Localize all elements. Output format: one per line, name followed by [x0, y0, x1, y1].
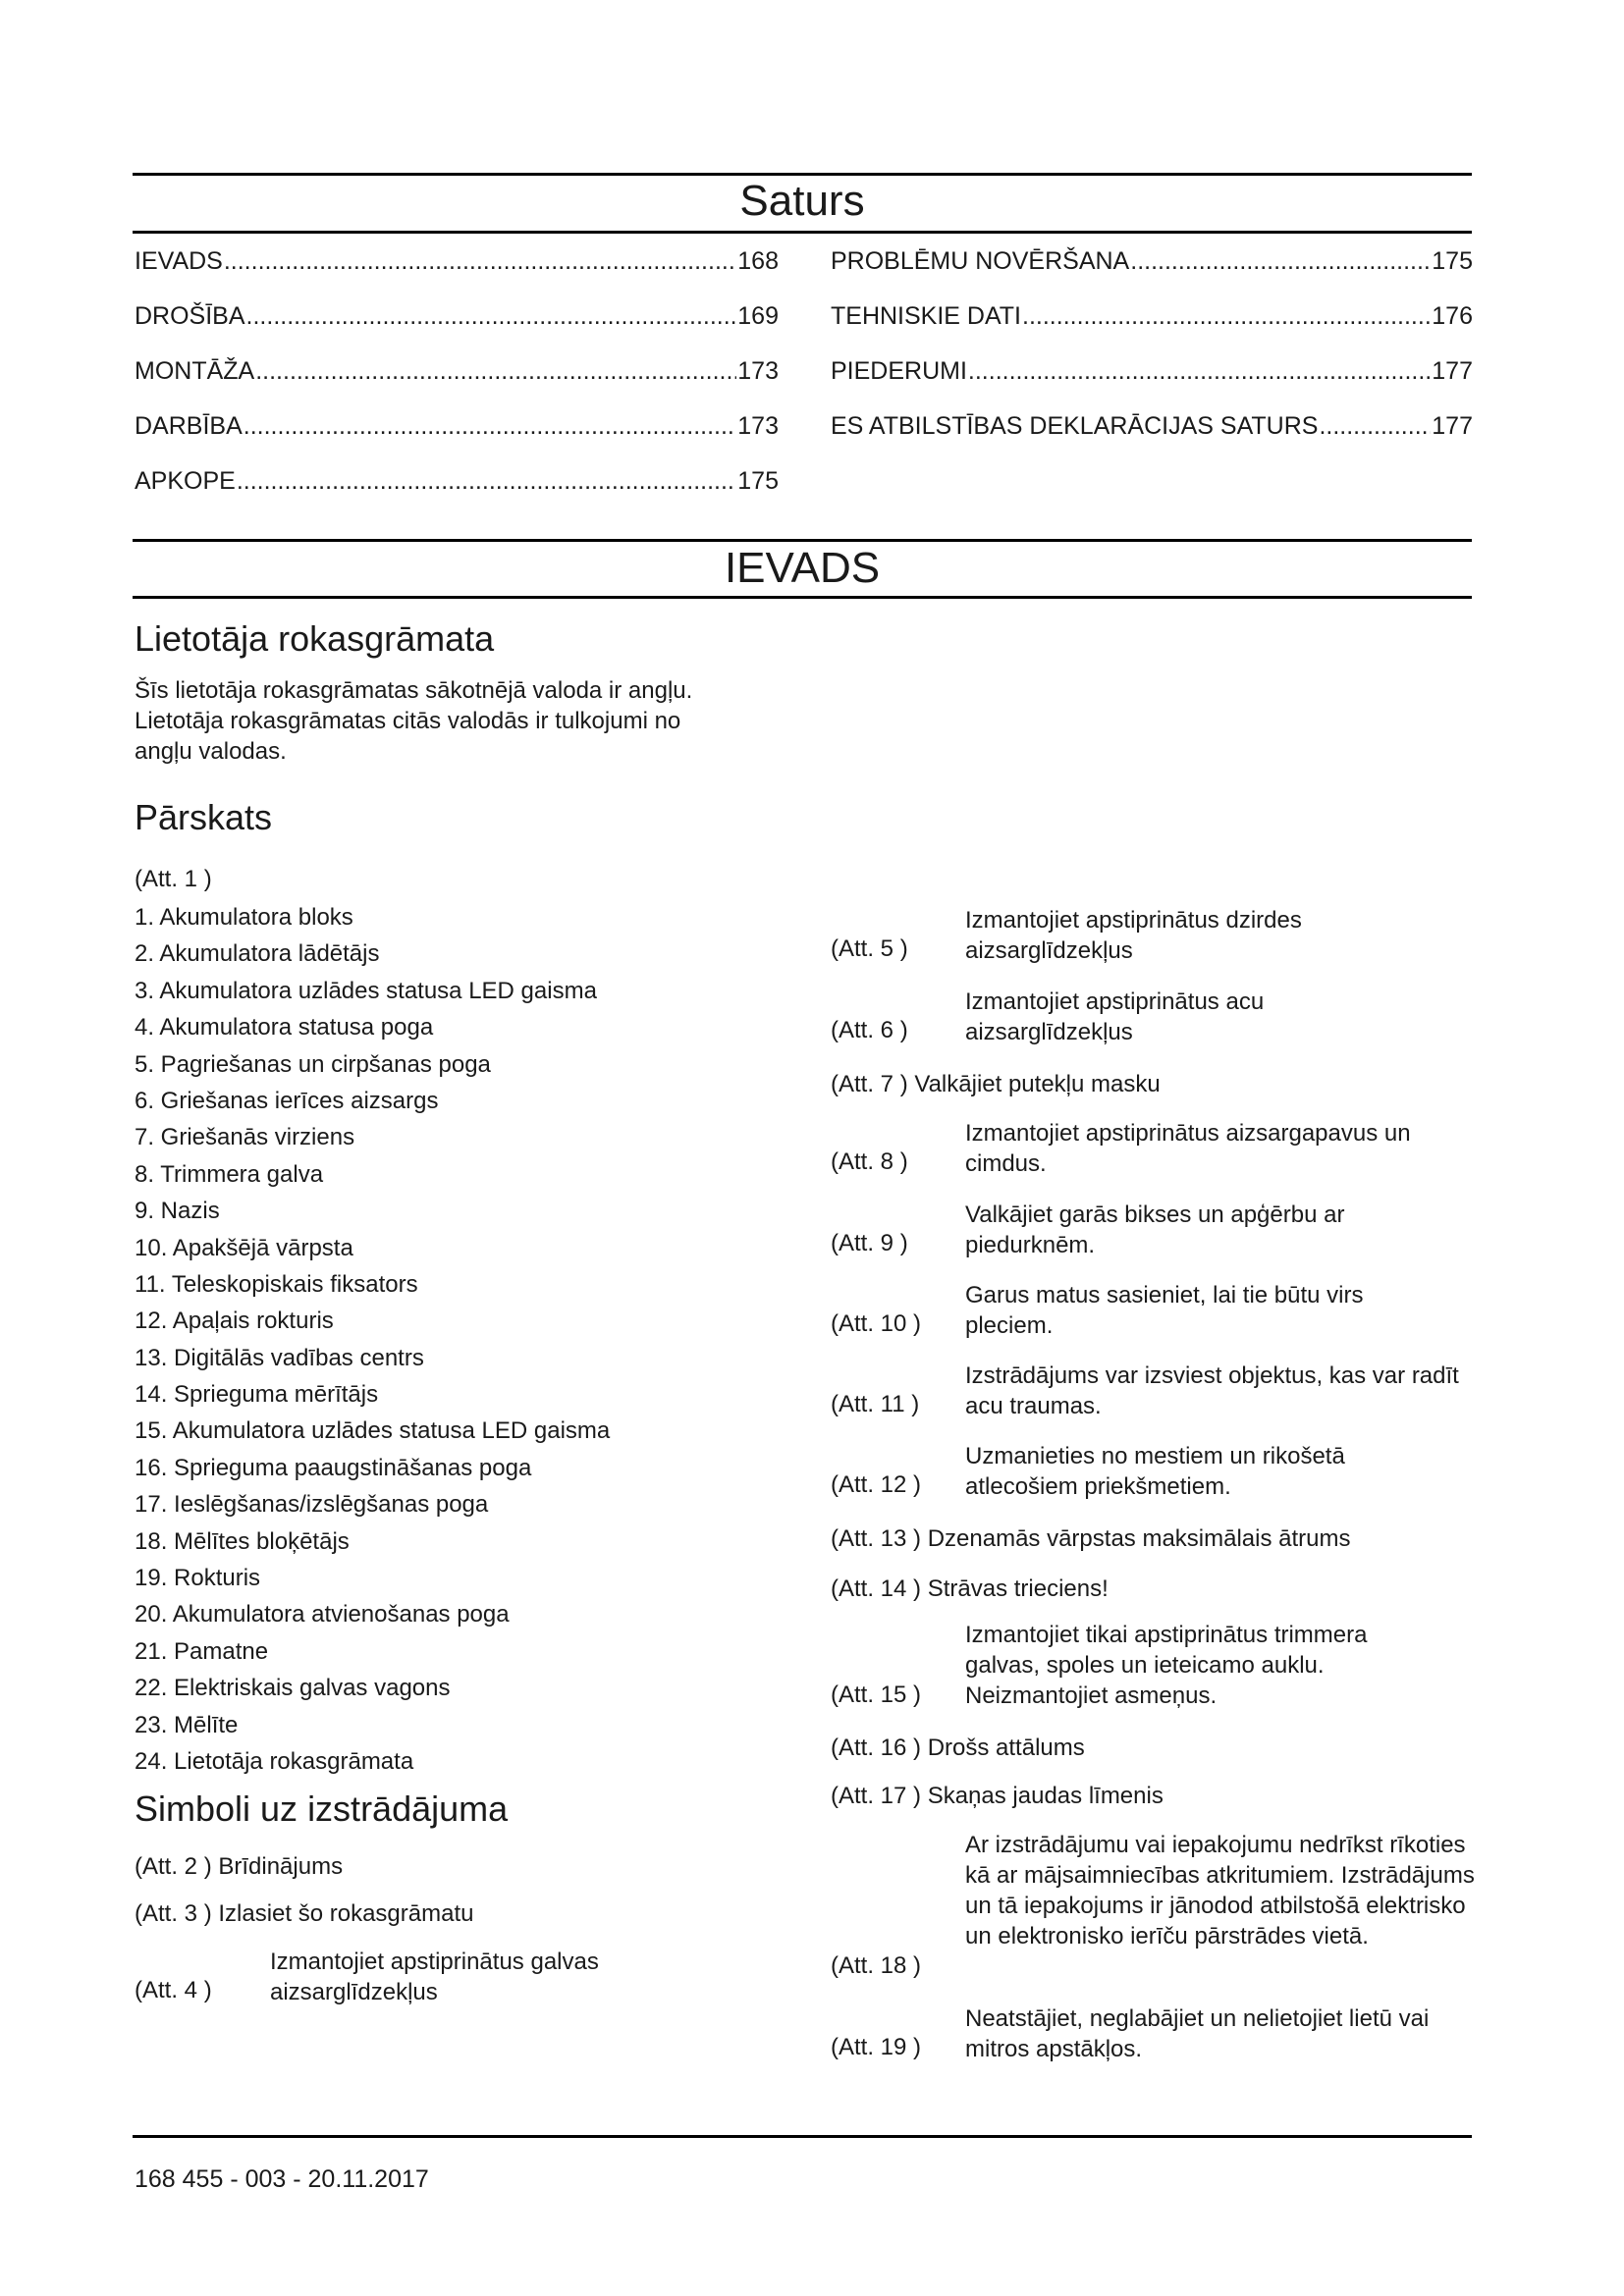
symbol-entry: [135, 1898, 802, 1929]
symbol-text: Izlasiet šo rokasgrāmatu: [218, 1900, 474, 1927]
overview-item: 24. Lietotāja rokasgrāmata: [135, 1747, 414, 1775]
symbol-text: Garus matus sasieniet, lai tie būtu virs pleciem.: [965, 1282, 1364, 1339]
symbol-label: (Att. 9 ): [831, 1230, 908, 1256]
symbol-text: Drošs attālums: [927, 1735, 1085, 1761]
symbol-entry: [135, 1947, 802, 2015]
toc-dot-leader: [224, 247, 736, 276]
overview-item: 22. Elektriskais galvas vagons: [135, 1675, 451, 1702]
symbol-label: (Att. 19 ): [831, 2034, 922, 2060]
overview-item: 8. Trimmera galva: [135, 1160, 324, 1188]
toc-entry-title: DARBĪBA: [135, 412, 243, 440]
overview-item: 21. Pamatne: [135, 1637, 269, 1665]
overview-item: 11. Teleskopiskais fiksators: [135, 1270, 418, 1298]
overview-item: 10. Apakšējā vārpsta: [135, 1234, 353, 1261]
toc-entry-title: PROBLĒMU NOVĒRŠANA: [831, 247, 1130, 275]
symbol-label: (Att. 4 ): [135, 1977, 212, 2003]
overview-item: 1. Akumulatora bloks: [135, 904, 353, 931]
symbol-label: (Att. 8 ): [831, 1148, 908, 1175]
symbols-heading: Simboli uz izstrādājuma: [135, 1789, 509, 1829]
intro-bottom-rule: [133, 596, 1472, 599]
toc-dot-leader: [1319, 412, 1431, 441]
overview-item: 18. Mēlītes bloķētājs: [135, 1527, 350, 1555]
symbol-label: (Att. 6 ): [831, 1017, 908, 1043]
toc-entry-page: 177: [1432, 357, 1473, 385]
toc-entry-title: DROŠĪBA: [135, 302, 245, 330]
overview-item: 7. Griešanās virziens: [135, 1124, 355, 1151]
toc-entry-title: TEHNISKIE DATI: [831, 302, 1022, 330]
symbol-entry: [831, 1280, 1498, 1343]
overview-item: 15. Akumulatora uzlādes statusa LED gaisma: [135, 1417, 611, 1445]
toc-entry-title: APKOPE: [135, 467, 236, 495]
toc-entry-page: 169: [737, 302, 779, 330]
toc-entry[interactable]: [831, 412, 1473, 467]
contents-bottom-rule: [133, 231, 1472, 234]
toc-right-column: [831, 247, 1473, 467]
footer-page-info: 168 455 - 003 - 20.11.2017: [135, 2165, 429, 2193]
intro-title: IEVADS: [724, 544, 881, 592]
symbol-label: (Att. 16 ): [831, 1735, 922, 1761]
symbol-entry: [831, 1781, 1498, 1811]
overview-item: 3. Akumulatora uzlādes statusa LED gaisma: [135, 977, 597, 1004]
toc-entry-page: 175: [1432, 247, 1473, 275]
toc-entry-page: 177: [1432, 412, 1473, 440]
overview-list: [135, 899, 773, 1780]
toc-entry-page: 173: [737, 412, 779, 440]
toc-entry[interactable]: [135, 302, 779, 357]
symbol-label: (Att. 7 ): [831, 1071, 908, 1097]
symbol-entry: [831, 987, 1498, 1049]
symbol-text: Izmantojiet apstiprinātus acu aizsarglīdzekļus: [965, 988, 1265, 1045]
symbol-text: Izmantojiet apstiprinātus galvas aizsarglīdzekļus: [270, 1949, 599, 2005]
toc-left-column: [135, 247, 779, 522]
manual-paragraph: [135, 675, 822, 767]
contents-top-rule: [133, 173, 1472, 176]
toc-dot-leader: [244, 412, 737, 441]
overview-heading: Pārskats: [135, 797, 273, 837]
toc-entry[interactable]: [135, 467, 779, 522]
symbol-entry: [831, 1574, 1498, 1604]
symbol-label: (Att. 3 ): [135, 1900, 212, 1927]
symbol-label: (Att. 2 ): [135, 1853, 212, 1880]
manual-text-line: Šīs lietotāja rokasgrāmatas sākotnējā valoda ir angļu.: [135, 677, 693, 704]
overview-item: 12. Apaļais rokturis: [135, 1308, 334, 1335]
symbol-entry: [831, 1441, 1498, 1504]
overview-item: 19. Rokturis: [135, 1565, 261, 1592]
overview-item: 17. Ieslēgšanas/izslēgšanas poga: [135, 1491, 489, 1519]
overview-item: 23. Mēlīte: [135, 1711, 239, 1738]
symbol-label: (Att. 11 ): [831, 1391, 920, 1417]
symbol-text: Neatstājiet, neglabājiet un nelietojiet lietū vai mitros apstākļos.: [965, 2005, 1430, 2062]
symbol-label: (Att. 10 ): [831, 1310, 922, 1337]
intro-top-rule: [133, 539, 1472, 542]
footer-rule: [133, 2135, 1472, 2138]
symbol-entry: [831, 2003, 1498, 2066]
toc-entry-page: 175: [737, 467, 779, 495]
symbol-label: (Att. 5 ): [831, 935, 908, 962]
symbol-entry: [831, 1830, 1498, 1987]
symbol-text: Ar izstrādājumu vai iepakojumu nedrīkst rīkoties kā ar mājsaimniecības atkritumiem. Izstrādājums un tā iepakojums ir jānodod atbilstošā elektrisko un elektronisko ierīču pārstrādes vietā.: [965, 1832, 1475, 1949]
toc-entry[interactable]: [135, 412, 779, 467]
symbol-text: Izmantojiet tikai apstiprinātus trimmera galvas, spoles un ieteicamo auklu. Neizmantojiet asmeņus.: [965, 1622, 1368, 1709]
manual-text-line: angļu valodas.: [135, 738, 287, 765]
symbol-text: Strāvas trieciens!: [927, 1575, 1109, 1602]
overview-item: 9. Nazis: [135, 1198, 220, 1225]
symbol-entry: [831, 1118, 1498, 1181]
contents-title: Saturs: [739, 177, 865, 225]
toc-dot-leader: [255, 357, 736, 386]
overview-item: 13. Digitālās vadības centrs: [135, 1344, 424, 1371]
toc-entry-title: PIEDERUMI: [831, 357, 967, 385]
symbol-label: (Att. 18 ): [831, 1952, 922, 1979]
overview-item: 6. Griešanas ierīces aizsargs: [135, 1087, 439, 1114]
toc-entry[interactable]: [831, 302, 1473, 357]
overview-item: 20. Akumulatora atvienošanas poga: [135, 1601, 510, 1629]
overview-item: 2. Akumulatora lādētājs: [135, 940, 380, 968]
symbol-entry: [831, 1620, 1498, 1714]
toc-dot-leader: [246, 302, 737, 331]
symbol-text: Brīdinājums: [218, 1853, 344, 1880]
symbol-entry: [831, 1733, 1498, 1763]
symbol-text: Izmantojiet apstiprinātus aizsargapavus un cimdus.: [965, 1120, 1411, 1177]
toc-entry-title: IEVADS: [135, 247, 223, 275]
toc-entry[interactable]: [135, 357, 779, 412]
symbol-label: (Att. 17 ): [831, 1783, 922, 1809]
overview-item: 4. Akumulatora statusa poga: [135, 1014, 434, 1041]
symbol-text: Valkājiet putekļu masku: [914, 1071, 1161, 1097]
toc-entry-title: MONTĀŽA: [135, 357, 255, 385]
symbol-text: Valkājiet garās bikses un apģērbu ar piedurknēm.: [965, 1201, 1345, 1258]
toc-entry[interactable]: [135, 247, 779, 302]
overview-item: 5. Pagriešanas un cirpšanas poga: [135, 1050, 491, 1078]
symbol-entry: [831, 905, 1498, 968]
symbol-label: (Att. 13 ): [831, 1525, 922, 1552]
overview-item: 16. Sprieguma paaugstināšanas poga: [135, 1454, 532, 1481]
toc-dot-leader: [968, 357, 1431, 386]
toc-entry-title: ES ATBILSTĪBAS DEKLARĀCIJAS SATURS: [831, 412, 1319, 440]
symbol-entry: [831, 1069, 1498, 1099]
toc-entry[interactable]: [831, 247, 1473, 302]
symbol-text: Izmantojiet apstiprinātus dzirdes aizsarglīdzekļus: [965, 907, 1302, 964]
overview-item: 14. Sprieguma mērītājs: [135, 1381, 379, 1409]
symbol-entry: [135, 1851, 802, 1882]
symbol-text: Dzenamās vārpstas maksimālais ātrums: [927, 1525, 1351, 1552]
symbol-label: (Att. 14 ): [831, 1575, 922, 1602]
symbol-entry: [831, 1361, 1498, 1423]
toc-dot-leader: [237, 467, 736, 496]
symbol-text: Uzmanieties no mestiem un rikošetā atlecošiem priekšmetiem.: [965, 1443, 1345, 1500]
symbol-entry: [831, 1523, 1498, 1554]
toc-dot-leader: [1130, 247, 1431, 276]
symbol-label: (Att. 15 ): [831, 1682, 922, 1708]
symbol-text: Skaņas jaudas līmenis: [927, 1783, 1164, 1809]
toc-entry-page: 168: [737, 247, 779, 275]
symbol-entry: [831, 1200, 1498, 1262]
toc-entry-page: 173: [737, 357, 779, 385]
overview-figure-ref: (Att. 1 ): [135, 866, 212, 892]
toc-dot-leader: [1022, 302, 1431, 331]
symbol-label: (Att. 12 ): [831, 1471, 922, 1498]
symbol-text: Izstrādājums var izsviest objektus, kas var radīt acu traumas.: [965, 1362, 1459, 1419]
toc-entry[interactable]: [831, 357, 1473, 412]
toc-entry-page: 176: [1432, 302, 1473, 330]
manual-text-line: Lietotāja rokasgrāmatas citās valodās ir tulkojumi no: [135, 708, 681, 734]
manual-heading: Lietotāja rokasgrāmata: [135, 618, 495, 659]
